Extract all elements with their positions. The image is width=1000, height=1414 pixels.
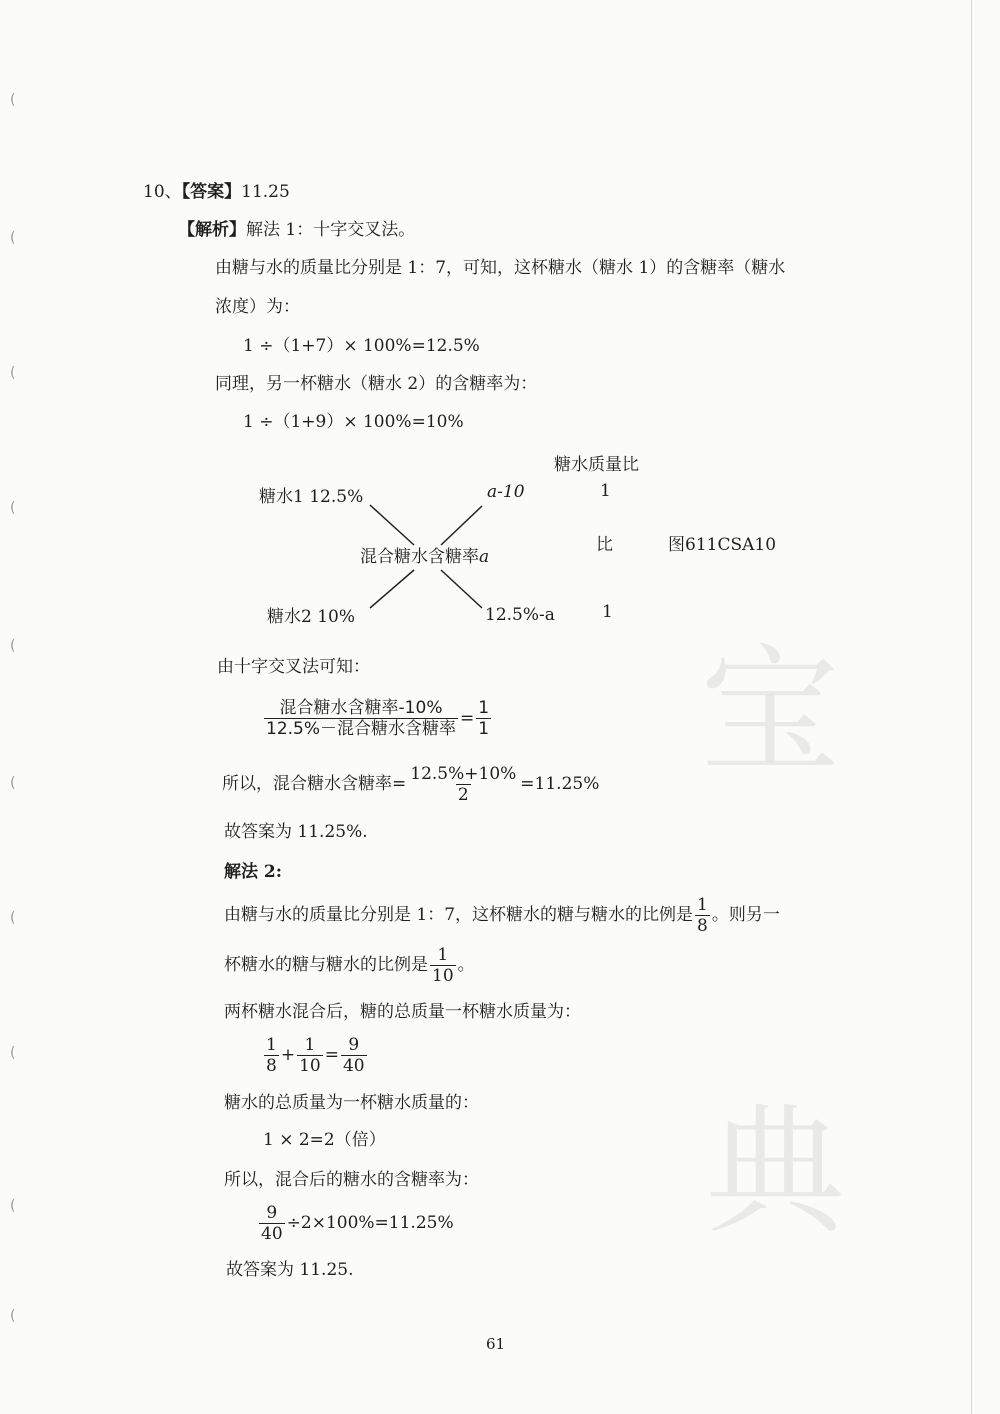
ratio-middle-word: 比 (596, 535, 613, 555)
watermark-char: 宝 (700, 631, 841, 794)
m2-fraction-2-numerator: 1 (437, 945, 449, 965)
m2-paragraph-5: 所以，混合后的糖水的含糖率为： (224, 1170, 479, 1190)
m2-fraction-1 (695, 895, 710, 936)
result-1-denominator: 2 (457, 785, 469, 805)
answer-1: 故答案为 11.25%. (224, 822, 368, 842)
sum-fraction-a (264, 1035, 279, 1076)
m1-calc-2: 1 ÷（1+9）× 100%=10% (243, 412, 464, 432)
result-1-prefix: 所以，混合糖水含糖率= (222, 774, 407, 794)
cross-line-top-left (370, 505, 414, 545)
m2-result-numerator: 9 (266, 1203, 278, 1223)
center-label-var: a (479, 547, 490, 567)
binder-hole-mark: ( (10, 365, 16, 381)
sum-equals: = (324, 1045, 339, 1065)
sum-fraction-b-denominator: 10 (299, 1056, 321, 1076)
center-label (360, 547, 489, 567)
m2-result-fraction (259, 1203, 285, 1244)
binder-hole-mark: ( (10, 500, 16, 516)
cross-line-top-right (441, 506, 482, 545)
page-number: 61 (486, 1335, 506, 1353)
sum-plus: + (280, 1045, 296, 1065)
binder-hole-mark: ( (10, 1308, 16, 1324)
binder-hole-mark: ( (10, 775, 16, 791)
cross-diagram-lines (0, 0, 1000, 700)
m2-paragraph-1 (224, 895, 780, 936)
m2-result-equation (257, 1203, 454, 1244)
binder-hole-mark: ( (10, 92, 16, 108)
result-1 (222, 764, 599, 805)
sum-fraction-b (297, 1035, 323, 1076)
answer-2: 故答案为 11.25. (226, 1260, 354, 1280)
figure-label: 图611CSA10 (668, 535, 777, 555)
right-top-label: a-10 (487, 482, 525, 502)
m1-calc-1: 1 ÷（1+7）× 100%=12.5% (243, 336, 480, 356)
m2-paragraph-4: 糖水的总质量为一杯糖水质量的： (224, 1093, 479, 1113)
m1-paragraph-1a: 由糖与水的质量比分别是 1：7，可知，这杯糖水（糖水 1）的含糖率（糖水 (215, 258, 786, 278)
question-number: 10、 (143, 182, 182, 202)
sugar-sum-equation (262, 1035, 369, 1076)
binder-hole-mark: ( (10, 638, 16, 654)
m2-fraction-1-numerator: 1 (697, 895, 708, 915)
m2-paragraph-2-text: 杯糖水的糖与糖水的比例是 (224, 955, 428, 975)
ratio-top-value: 1 (600, 481, 611, 501)
left-bottom-label: 糖水2 10% (267, 607, 356, 627)
binder-hole-mark: ( (10, 230, 16, 246)
sum-fraction-c-denominator: 40 (342, 1056, 365, 1076)
cross-equation (262, 698, 493, 739)
result-1-suffix: =11.25% (520, 774, 600, 794)
cross-equals: = (460, 708, 475, 729)
m2-paragraph-1-end: 。则另一 (711, 905, 780, 925)
m2-fraction-2 (430, 945, 456, 986)
cross-ratio-fraction (476, 698, 491, 739)
m2-paragraph-2-end: 。 (457, 955, 475, 975)
m2-paragraph-3: 两杯糖水混合后，糖的总质量一杯糖水质量为： (224, 1002, 581, 1022)
center-label-text: 混合糖水含糖率 (360, 547, 479, 567)
left-top-label: 糖水1 12.5% (259, 487, 364, 507)
sum-fraction-b-numerator: 1 (304, 1035, 316, 1055)
analysis-tag: 【解析】 (178, 220, 246, 240)
sum-fraction-a-numerator: 1 (266, 1035, 277, 1055)
ratio-bottom-value: 1 (602, 602, 613, 622)
method-2-title: 解法 2: (224, 862, 283, 882)
cross-ratio-numerator: 1 (478, 698, 490, 718)
binder-hole-mark: ( (10, 1198, 16, 1214)
m2-fraction-1-denominator: 8 (697, 916, 708, 936)
result-1-numerator: 12.5%+10% (410, 764, 517, 784)
cross-intro: 由十字交叉法可知： (217, 657, 370, 677)
binder-hole-mark: ( (10, 910, 16, 926)
cross-fraction (264, 698, 458, 739)
m1-paragraph-1b: 浓度）为： (215, 297, 300, 317)
sum-fraction-a-denominator: 8 (266, 1056, 277, 1076)
m2-calc: 1 × 2=2（倍） (263, 1130, 386, 1150)
sum-fraction-c-numerator: 9 (348, 1035, 360, 1055)
result-1-fraction (408, 764, 518, 805)
m2-paragraph-1-text: 由糖与水的质量比分别是 1：7，这杯糖水的糖与糖水的比例是 (224, 905, 694, 925)
m2-result-tail: ÷2×100%=11.25% (286, 1213, 454, 1233)
right-bottom-label: 12.5%-a (485, 605, 555, 625)
m2-result-denominator: 40 (261, 1224, 283, 1244)
method-1-title: 解法 1：十字交叉法。 (246, 220, 416, 240)
answer-tag: 【答案】 (181, 182, 242, 202)
cross-ratio-denominator: 1 (478, 719, 490, 739)
m1-paragraph-2: 同理，另一杯糖水（糖水 2）的含糖率为： (215, 374, 538, 394)
answer-value: 11.25 (241, 182, 290, 202)
m2-paragraph-2 (224, 945, 475, 986)
ratio-header: 糖水质量比 (554, 455, 639, 475)
cross-fraction-numerator: 混合糖水含糖率-10% (279, 698, 443, 718)
cross-line-bottom-left (370, 570, 414, 608)
cross-fraction-denominator: 12.5%－混合糖水含糖率 (266, 719, 457, 739)
watermark-char: 典 (705, 1091, 846, 1254)
cross-line-bottom-right (441, 570, 482, 608)
sum-fraction-c (341, 1035, 367, 1076)
binder-hole-mark: ( (10, 1045, 16, 1061)
m2-fraction-2-denominator: 10 (432, 966, 454, 986)
